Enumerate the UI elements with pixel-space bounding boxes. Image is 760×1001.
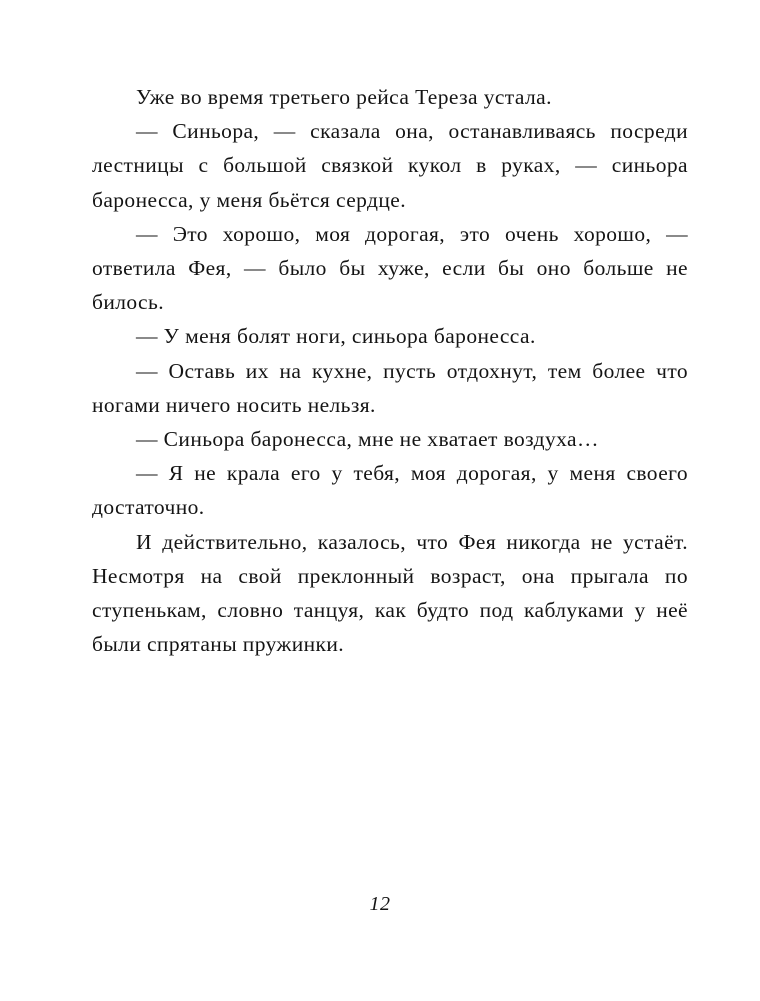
- paragraph: И действительно, казалось, что Фея никогда не устаёт. Несмотря на свой преклонный возраст, она прыгала по ступенькам, словно танцуя, как будто под каблуками у неё были спрятаны пружинки.: [92, 529, 688, 657]
- paragraph: — Это хорошо, моя дорогая, это очень хорошо, — ответила Фея, — было бы хуже, если бы оно больше не билось.: [92, 221, 688, 315]
- paragraph: — Синьора, — сказала она, останавливаясь посреди лестницы с большой связкой кукол в руках, — синьора баронесса, у меня бьётся сердце.: [92, 119, 688, 212]
- page-number: 12: [369, 893, 391, 915]
- paragraph: — Синьора баронесса, мне не хватает воздуха…: [136, 427, 599, 452]
- paragraph: — Оставь их на кухне, пусть отдохнут, тем более что ногами ничего носить нельзя.: [92, 358, 688, 417]
- paragraph: — Я не крала его у тебя, моя дорогая, у меня своего достаточно.: [92, 461, 688, 520]
- paragraph: — У меня болят ноги, синьора баронесса.: [136, 324, 536, 349]
- paragraph: Уже во время третьего рейса Тереза устала.: [136, 85, 552, 109]
- page-text-body: [92, 80, 688, 661]
